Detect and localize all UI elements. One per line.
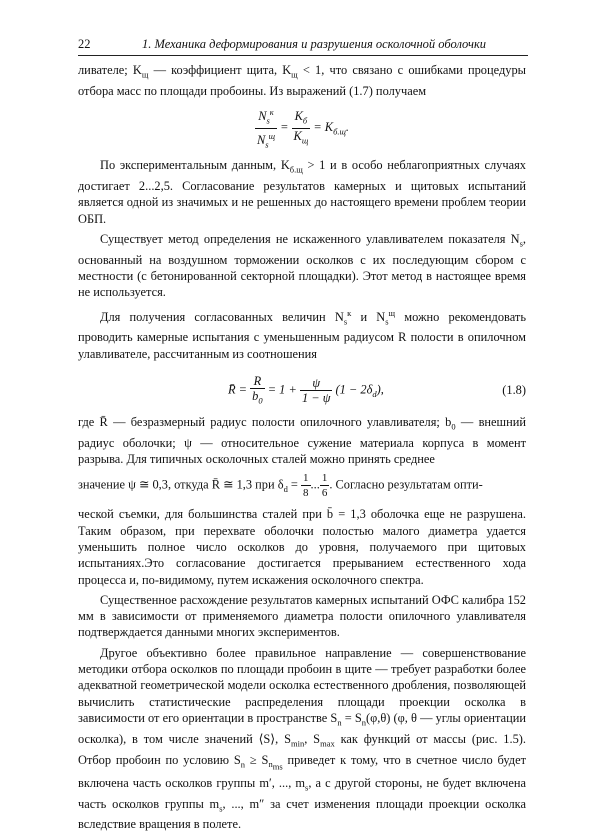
page-number: 22	[78, 37, 91, 51]
equation-1-8: R̄ = $\frac{R}{b_0}$ = 1 + $\frac{\psi}{1 - \psi}$ $(1 - 2\delta_d)$, (1.8)	[228, 374, 526, 406]
paragraph-5-cont: значение ψ ≅ 0,3, откуда R̄ ≅ 1,3 при $\delta_d$ = $\frac{1}{8}$ ... $\frac{1}{6}$ . Согласно результатам опти-	[78, 472, 483, 500]
paragraph-4: Для получения согласованных величин $N_s^к$ и $N_s^щ$ можно рекомендовать проводить камерные испытания с уменьшенным радиусом R полости в опилочном улавливателе, рассчитанным из соотношения	[78, 307, 526, 361]
paragraph-2: По экспериментальным данным, $K_{б.щ} > 1$ и в особо неблагоприятных случаях достигает 2...2,5. Согласование результатов камерных и щитовых испытаний является одной из значимых и не решенных до настоящего времени проблем теории ОБП.	[78, 158, 526, 226]
paragraph-8: Другое объективно более правильное направление — совершенствование методики отбора осколков по площади пробоин в щите — требует разработки более адекватной геометрической модели осколка естественного дробления, позволяющей вычислить статистические распределения площади проекции осколка в зависимости от его ориентации в пространстве $S_n = S_n(\varphi,\theta)$ (φ, θ — углы ориентации осколка), в том числе значений ⟨S⟩, $S_{min}$, $S_{max}$ как функций от массы (рис. 1.5). Отбор пробоин по условию $S_n \ge S_{n_{ms}}$ приведет к тому, что в счетное число будет включена часть осколков группы m′, ..., $m_s$, а с другой стороны, не будет включена часть осколков группы $m_s$, ..., m″ за счет изменения площади проекции осколка вследствие вращения в полете.	[78, 645, 527, 832]
running-header	[78, 37, 528, 55]
running-title: 1. Механика деформирования и разрушения осколочной оболочки	[142, 37, 487, 51]
paragraph-5: где R̄ — безразмерный радиус полости опилочного улавливателя; $b_0$ — внешний радиус оболочки; ψ — относительное сужение материала корпуса в момент разрыва. Для типичных осколочных сталей можно принять среднее	[78, 415, 526, 467]
page-body	[78, 62, 526, 833]
header-rule	[78, 55, 528, 56]
paragraph-1: ливателе; $K_щ$ — коэффициент щита, $K_щ < 1$, что связано с ошибками процедуры отбора масс по площади пробоины. Из выражений (1.7) получаем	[78, 63, 526, 98]
paragraph-6: ческой съемки, для большинства сталей при b̄ = 1,3 оболочка еще не разрушена. Таким образом, при перехвате оболочки полостью малого диаметра удается уменьшить полное число осколков до уровня, получаемого при щитовых испытаниях.Это согласование достигается прерыванием естественного хода процесса и, по-видимому, путем искажения осколочного спектра.	[78, 507, 526, 587]
formula-ratio: $\frac{N_s^к}{N_s^щ}$ = $\frac{K_б}{K_щ}$ = $K_{б.щ}$.	[256, 107, 350, 150]
paragraph-7: Существенное расхождение результатов камерных испытаний ОФС калибра 152 мм в зависимости от применяемого диаметра полости опилочного улавливателя подтверждается данными многих экспериментов.	[78, 592, 526, 640]
paragraph-3: Существует метод определения не искаженного улавливателем показателя $N_s$, основанный на воздушном торможении осколков с их последующим сбором с местности (с бетонированной секторной площадки). Этот метод в настоящее время не используется.	[78, 231, 526, 300]
equation-number: (1.8)	[502, 383, 526, 398]
